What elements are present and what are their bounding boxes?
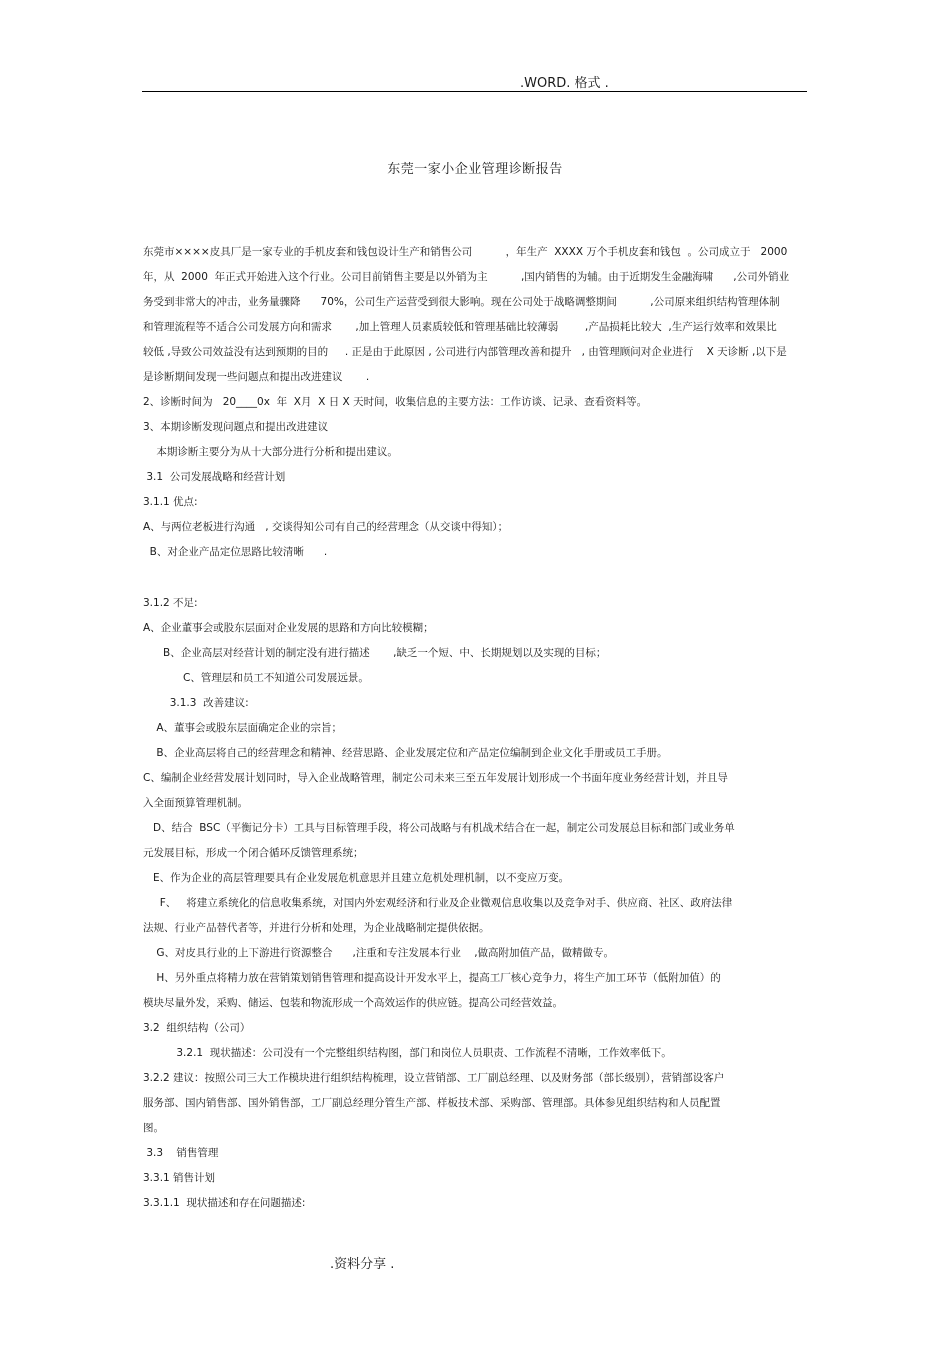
body-line: 入全面预算管理机制。: [143, 797, 248, 809]
section-heading: 3.1.2 不足:: [143, 597, 198, 609]
body-line: B、企业高层对经营计划的制定没有进行描述 ,缺乏一个短、中、长期规划以及实现的目标；: [143, 647, 607, 659]
body-line: E、作为企业的高层管理要具有企业发展危机意思并且建立危机处理机制，以不变应万变。: [143, 872, 570, 884]
body-line: 是诊断期间发现一些问题点和提出改进建议 .: [143, 371, 370, 383]
body-line: 和管理流程等不适合公司发展方向和需求 ,加上管理人员素质较低和管理基础比较薄弱 ,产品损耗比较大 ,生产运行效率和效果比: [143, 321, 777, 333]
body-line: C、编制企业经营发展计划同时，导入企业战略管理，制定公司未来三至五年发展计划形成一个书面年度业务经营计划，并且导: [143, 772, 728, 784]
body-line: B、企业高层将自己的经营理念和精神、经营思路、企业发展定位和产品定位编制到企业文化手册或员工手册。: [143, 747, 668, 759]
section-heading: 3.3 销售管理: [143, 1147, 219, 1159]
body-line: 模块尽量外发，采购、储运、包装和物流形成一个高效运作的供应链。提高公司经营效益。: [143, 997, 563, 1009]
section-heading: 3.2 组织结构（公司）: [143, 1022, 251, 1034]
section-heading: 3.1 公司发展战略和经营计划: [143, 471, 286, 483]
body-line: F、 将建立系统化的信息收集系统，对国内外宏观经济和行业及企业微观信息收集以及竞争对手、供应商、社区、政府法律: [143, 897, 733, 909]
body-line: 2、诊断时间为 20____0x 年 X月 X 日 X 天时间，收集信息的主要方法：工作访谈、记录、查看资料等。: [143, 396, 648, 408]
body-line: A、与两位老板进行沟通 , 交谈得知公司有自己的经营理念（从交谈中得知）；: [143, 521, 509, 533]
page-header-text: .WORD. 格式 .: [520, 76, 609, 91]
body-line: H、另外重点将精力放在营销策划销售管理和提高设计开发水平上，提高工厂核心竞争力，将生产加工环节（低附加值）的: [143, 972, 721, 984]
body-line: 图。: [143, 1122, 164, 1134]
body-line: D、结合 BSC（平衡记分卡）工具与目标管理手段，将公司战略与有机战术结合在一起，制定公司发展总目标和部门或业务单: [143, 822, 735, 834]
page-footer-text: .资料分享 .: [330, 1257, 395, 1272]
section-heading: 3.1.1 优点:: [143, 496, 198, 508]
body-line: 3.2.1 现状描述：公司没有一个完整组织结构图，部门和岗位人员职责、工作流程不清晰，工作效率低下。: [143, 1047, 672, 1059]
header-divider: [142, 91, 807, 92]
section-heading: 3.1.3 改善建议:: [143, 697, 249, 709]
body-line: 法规、行业产品替代者等，并进行分析和处理，为企业战略制定提供依据。: [143, 922, 490, 934]
body-line: G、对皮具行业的上下游进行资源整合 ,注重和专注发展本行业 ,做高附加值产品，做精做专。: [143, 947, 615, 959]
body-line: A、企业董事会或股东层面对企业发展的思路和方向比较模糊；: [143, 622, 434, 634]
section-heading: 3.3.1.1 现状描述和存在问题描述:: [143, 1197, 306, 1209]
body-line: 本期诊断主要分为从十大部分进行分析和提出建议。: [143, 446, 398, 458]
body-line: 年，从 2000 年正式开始进入这个行业。公司目前销售主要是以外销为主 ,国内销售的为辅。由于近期发生金融海啸 ,公司外销业: [143, 271, 790, 283]
body-line: 较低 ,导致公司效益没有达到预期的目的 . 正是由于此原因 , 公司进行内部管理改善和提升 , 由管理顾问对企业进行 X 天诊断 ,以下是: [143, 346, 787, 358]
section-heading: 3.3.1 销售计划: [143, 1172, 216, 1184]
body-line: A、董事会或股东层面确定企业的宗旨；: [143, 722, 343, 734]
body-line: B、对企业产品定位思路比较清晰 .: [143, 546, 328, 558]
body-line: C、管理层和员工不知道公司发展远景。: [143, 672, 369, 684]
body-line: 元发展目标，形成一个闭合循环反馈管理系统；: [143, 847, 364, 859]
document-title: 东莞一家小企业管理诊断报告: [387, 162, 563, 177]
body-line: 3.2.2 建议：按照公司三大工作模块进行组织结构梳理，设立营销部、工厂副总经理、以及财务部（部长级别），营销部设客户: [143, 1072, 725, 1084]
body-line: 务受到非常大的冲击，业务量骤降 70%，公司生产运营受到很大影响。现在公司处于战略调整期间 ,公司原来组织结构管理体制: [143, 296, 780, 308]
section-heading: 3、本期诊断发现问题点和提出改进建议: [143, 421, 329, 433]
body-line: 东莞市××××皮具厂是一家专业的手机皮套和钱包设计生产和销售公司 ，年生产 XXXX 万个手机皮套和钱包 。公司成立于 2000: [143, 246, 788, 258]
body-line: 服务部、国内销售部、国外销售部，工厂副总经理分管生产部、样板技术部、采购部、管理部。具体参见组织结构和人员配置: [143, 1097, 721, 1109]
